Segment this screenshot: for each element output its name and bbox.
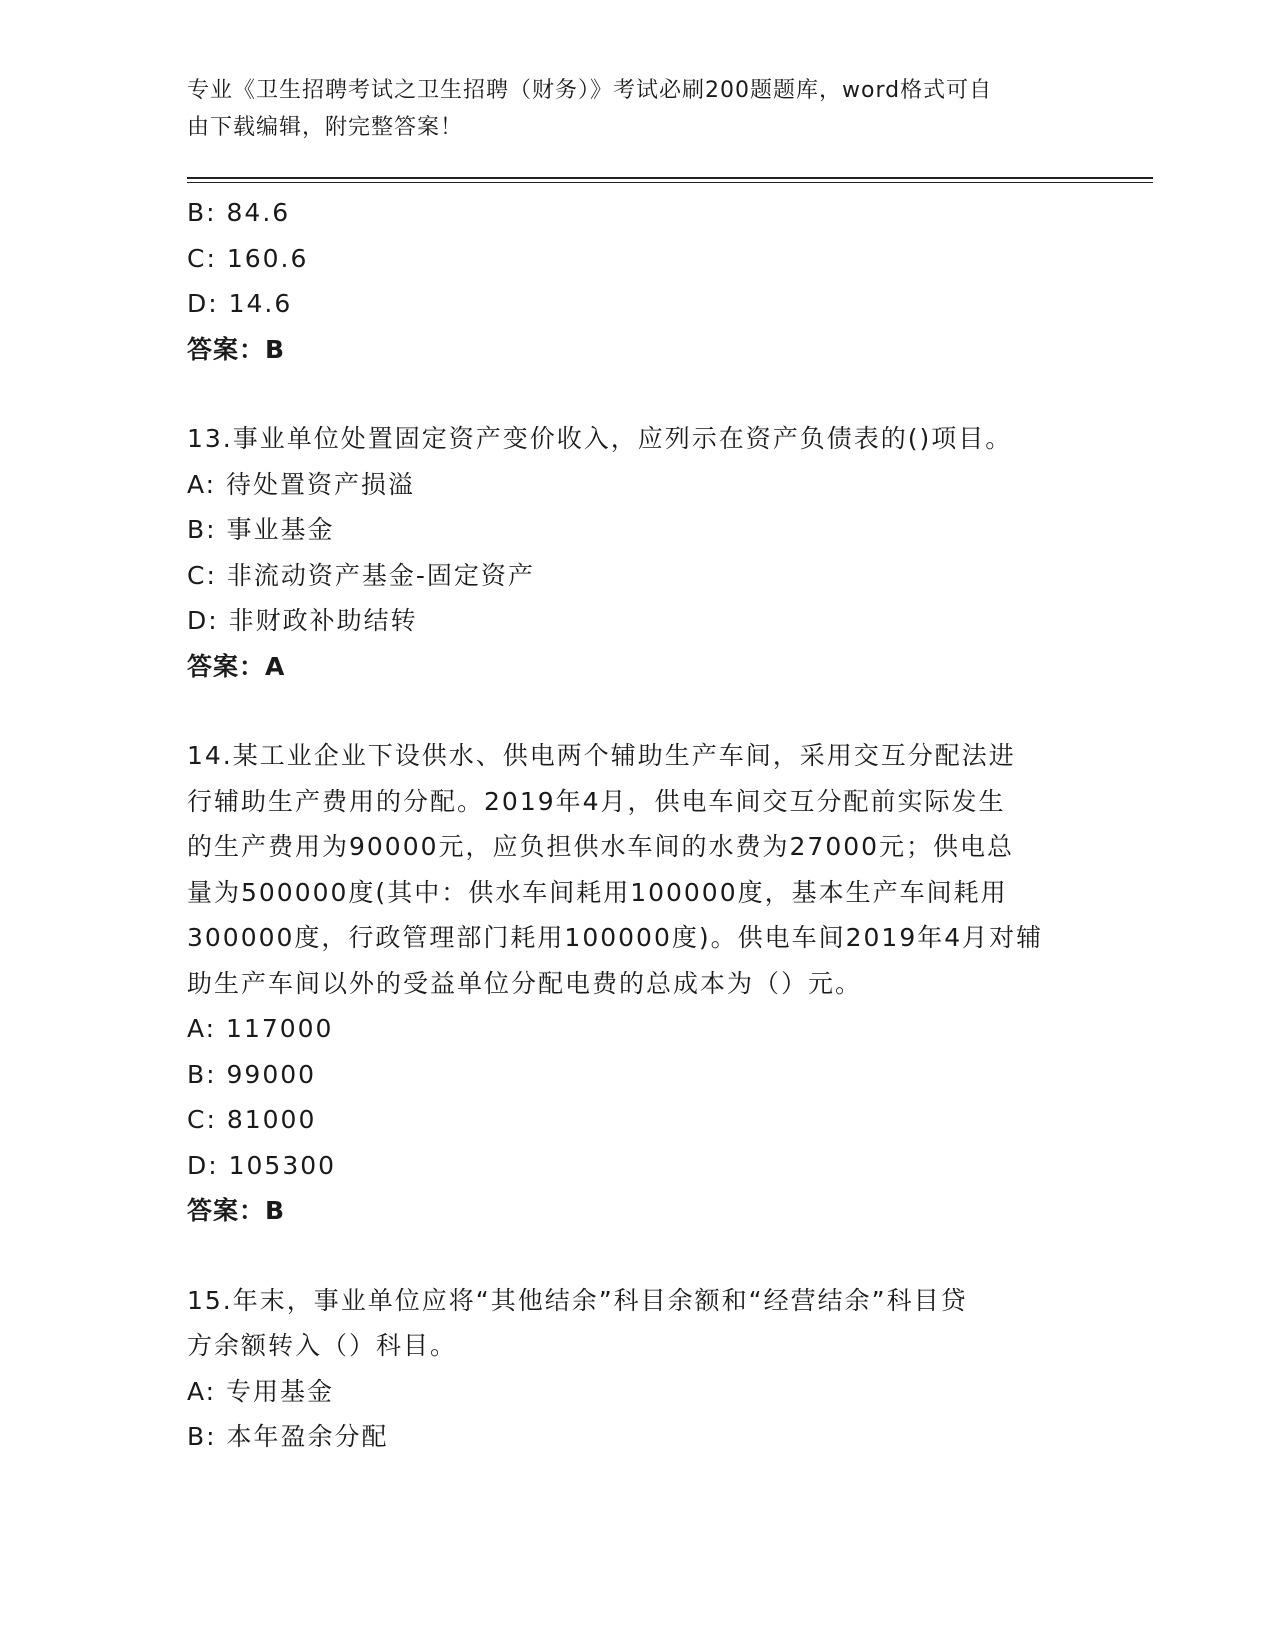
question-text-line: 量为500000度(其中：供水车间耗用100000度，基本生产车间耗用: [187, 877, 1008, 907]
option-d: D: 105300: [187, 1150, 337, 1180]
document-header: [187, 72, 1067, 146]
question-text-line: 300000度，行政管理部门耗用100000度)。供电车间2019年4月对辅: [187, 923, 1044, 952]
answer: 答案：B: [187, 334, 286, 364]
question-text-line: 的生产费用为90000元，应负担供水车间的水费为27000元；供电总: [187, 832, 1015, 861]
option-c: C: 160.6: [187, 243, 309, 273]
question-text-line: 行辅助生产费用的分配。2019年4月，供电车间交互分配前实际发生: [187, 786, 1006, 816]
option-d: D: 14.6: [187, 289, 293, 318]
header-rule-thick: [187, 177, 1153, 179]
option-b: B: 事业基金: [187, 515, 335, 544]
answer: 答案：B: [187, 1196, 286, 1225]
question-text-line: 方余额转入（）科目。: [187, 1331, 458, 1360]
question-13: [187, 416, 1087, 689]
option-b: B: 84.6: [187, 198, 291, 227]
question-15: [187, 1278, 1087, 1460]
question-text-line: 14.某工业企业下设供水、供电两个辅助生产车间，采用交互分配法进: [187, 741, 1016, 770]
question-12: [187, 190, 1087, 372]
option-a: A: 专用基金: [187, 1376, 335, 1406]
header-rule-thin: [187, 182, 1153, 183]
option-a: A: 117000: [187, 1014, 334, 1043]
question-text-line: 15.年末，事业单位应将“其他结余”科目余额和“经营结余”科目贷: [187, 1285, 968, 1315]
option-b: B: 本年盈余分配: [187, 1422, 389, 1451]
option-d: D: 非财政补助结转: [187, 606, 418, 635]
answer: 答案：A: [187, 651, 286, 681]
option-a: A: 待处置资产损溢: [187, 469, 416, 499]
question-text: 13.事业单位处置固定资产变价收入，应列示在资产负债表的()项目。: [187, 424, 1013, 453]
question-14: [187, 733, 1087, 1234]
option-b: B: 99000: [187, 1059, 317, 1089]
question-list: [187, 190, 1087, 1460]
header-line-1: 专业《卫生招聘考试之卫生招聘（财务）》考试必刷200题题库，word格式可自: [187, 78, 993, 103]
option-c: C: 非流动资产基金-固定资产: [187, 560, 535, 590]
header-line-2: 由下载编辑，附完整答案！: [187, 115, 464, 140]
question-text-line: 助生产车间以外的受益单位分配电费的总成本为（）元。: [187, 968, 863, 998]
option-c: C: 81000: [187, 1105, 317, 1134]
